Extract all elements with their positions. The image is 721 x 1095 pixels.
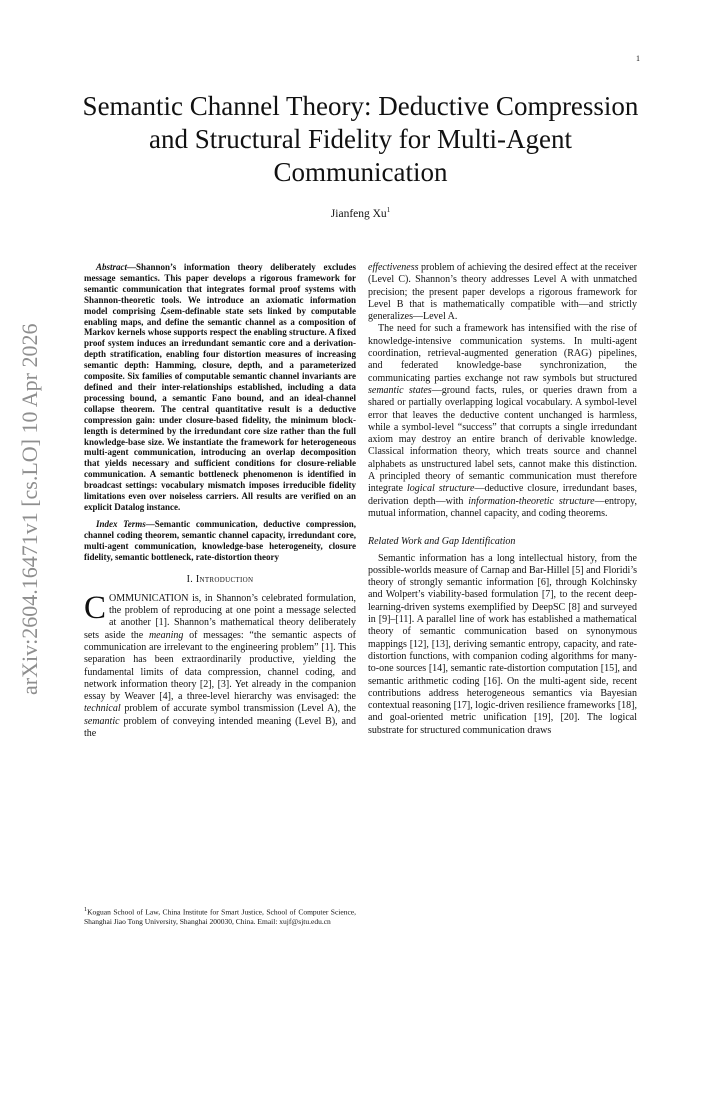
index-terms-label: Index Terms bbox=[96, 518, 146, 529]
left-column bbox=[84, 262, 356, 740]
abstract-label: Abstract bbox=[96, 262, 128, 272]
footnote-text: Koguan School of Law, China Institute for Smart Justice, School of Computer Science, Shanghai Jiao Tong University, Shanghai 200030, China. Email: xujf@sjtu.edu.cn bbox=[84, 907, 356, 926]
footnote-marker: 1 bbox=[84, 906, 88, 913]
section-heading-introduction: I. Introduction bbox=[186, 574, 254, 586]
author-name: Jianfeng Xu bbox=[330, 207, 387, 220]
intro-p1-text-d: problem of conveying intended meaning (Level B), and the bbox=[84, 715, 356, 740]
intro-p1-emphasis-meaning: meaning bbox=[148, 629, 184, 641]
intro-p2-text-d: —entropy, mutual information, channel capacity, and coding theorems. bbox=[368, 495, 637, 519]
intro-p1-emphasis-technical: technical bbox=[84, 703, 121, 715]
intro-p2-text-b: —ground facts, rules, or queries drawn from a shared or partially overlapping logical vocabulary. A symbol-level error that leaves the deductive content unchanged is harmless, while a symbol-level “success” that corrupts a single irredundant axiom may destroy an entire branch of derivable knowledge. Classical information theory, which treats source and channel alphabets as unstructured label sets, cannot make this distinction. A principled theory of semantic communication must therefore integrate bbox=[368, 384, 637, 495]
index-terms bbox=[84, 519, 356, 563]
intro-p1-text-c: problem of accurate symbol transmission (Level A), the bbox=[120, 703, 356, 715]
intro-p1-text-e: problem of achieving the desired effect at the receiver (Level C). Shannon’s theory addresses Level A with unmatched precision; the present paper develops a rigorous framework for Level B that is mathematically compatible with—and strictly generalizes—Level A. bbox=[368, 262, 637, 323]
intro-paragraph-2 bbox=[368, 323, 637, 520]
author-line bbox=[80, 206, 641, 220]
abstract-text: —Shannon’s information theory deliberately excludes message semantics. This paper develops a rigorous framework for semantic communication that integrates formal proof systems with Shannon-theoretic tools. We introduce an axiomatic information model comprising ℒsem-definable state sets linked by computable enabling maps, and define the semantic channel as a composition of Markov kernels whose supports respect the enabling structure. A fixed proof system induces an irredundant semantic core and a derivation-depth stratification, enabling four distortion measures of increasing semantic depth: Hamming, closure, depth, and a parameterized composite. Six families of computable semantic channel invariants are defined and their inter-relationships established, including a data processing bound, a semantic Fano bound, and an ideal-channel collapse theorem. The central quantitative result is a deductive compression gain: under closure-based fidelity, the minimum block-length is determined by the irredundant core size rather than the full knowledge-base size. We instantiate the framework for heterogeneous multi-agent communication, introducing an overlap decomposition that yields necessary and sufficient conditions for closure-reliable communication. A semantic bottleneck phenomenon is identified in broadcast settings: vocabulary mismatch imposes irreducible fidelity limitations even over noiseless carriers. All results are verified on an explicit Datalog instance. bbox=[84, 262, 356, 512]
drop-cap: C bbox=[84, 589, 107, 626]
arxiv-stamp-text: arXiv:2604.16471v1 [cs.LO] 10 Apr 2026 bbox=[17, 323, 42, 695]
page-number: 1 bbox=[636, 54, 640, 63]
intro-p2-emphasis-semantic-states: semantic states bbox=[368, 384, 432, 396]
intro-p1-text-b: of messages: “the semantic aspects of communication are irrelevant to the engineering problem” [1]. This separation has been extraordinarily productive, yielding the fundamental limits of data compression, channel coding, and network information theory [2], [3]. Yet already in the companion essay by Weaver [4], a three-level hierarchy was envisaged: the bbox=[84, 629, 357, 703]
right-column bbox=[368, 262, 637, 737]
subsection-heading-related-work: Related Work and Gap Identification bbox=[368, 536, 516, 548]
intro-p2-emphasis-information-structure: information-theoretic structure bbox=[468, 495, 595, 507]
index-terms-text: —Semantic communication, deductive compression, channel coding theorem, semantic channel capacity, irredundant core, multi-agent communication, knowledge-base heterogeneity, closure fidelity, semantic bottleneck, rate-distortion theory bbox=[84, 518, 356, 562]
intro-p1-emphasis-semantic: semantic bbox=[84, 715, 120, 727]
related-work-paragraph: Semantic information has a long intellectual history, from the possible-worlds measure of Carnap and Bar-Hillel [5] and Floridi’s theory of strongly semantic information [6], through Kolchinsky and Wolpert’s viability-based formulation [7], to the recent deep-learning-driven systems exemplified by DeepSC [8] and surveyed in [9]–[11]. A parallel line of work has established a mathematical theory of semantic communication based on synonymous mappings [12], [13], deriving semantic entropy, capacity, and rate-distortion functions, with companion coding algorithms for many-to-one sources [14], semantic rate-distortion computation [15], and semantic arithmetic coding [16]. On the multi-agent side, recent contributions address heterogeneous semantics via Bayesian contextual reasoning [17], logic-driven resilience frameworks [18], and goal-oriented metric unification [19], [20]. The logical substrate for structured communication draws bbox=[368, 552, 637, 736]
intro-paragraph-1-continued bbox=[368, 262, 637, 323]
intro-p1-emphasis-effectiveness: effectiveness bbox=[368, 262, 419, 273]
footnote bbox=[84, 905, 356, 926]
intro-p1-text-a: OMMUNICATION is, in Shannon’s celebrated formulation, the problem of reproducing at one point a message selected at another [1]. Shannon’s mathematical theory deliberately sets aside the bbox=[84, 592, 356, 641]
abstract bbox=[84, 262, 356, 513]
intro-paragraph-1 bbox=[84, 589, 357, 741]
intro-p2-text-c: —deductive closure, irredundant bases, derivation depth—with bbox=[368, 483, 637, 507]
paper-title: Semantic Channel Theory: Deductive Compression and Structural Fidelity for Multi-Agent Communication bbox=[82, 91, 639, 187]
intro-p2-emphasis-logical-structure: logical structure bbox=[406, 483, 475, 495]
intro-p2-text-a: The need for such a framework has intensified with the rise of knowledge-intensive communication systems. In multi-agent coordination, retrieval-augmented generation (RAG) pipelines, and federated knowledge-base synchronization, the communicating parties exchange not raw symbols but structured bbox=[368, 323, 637, 384]
arxiv-stamp bbox=[8, 323, 52, 1095]
author-affiliation-marker: 1 bbox=[386, 206, 391, 214]
